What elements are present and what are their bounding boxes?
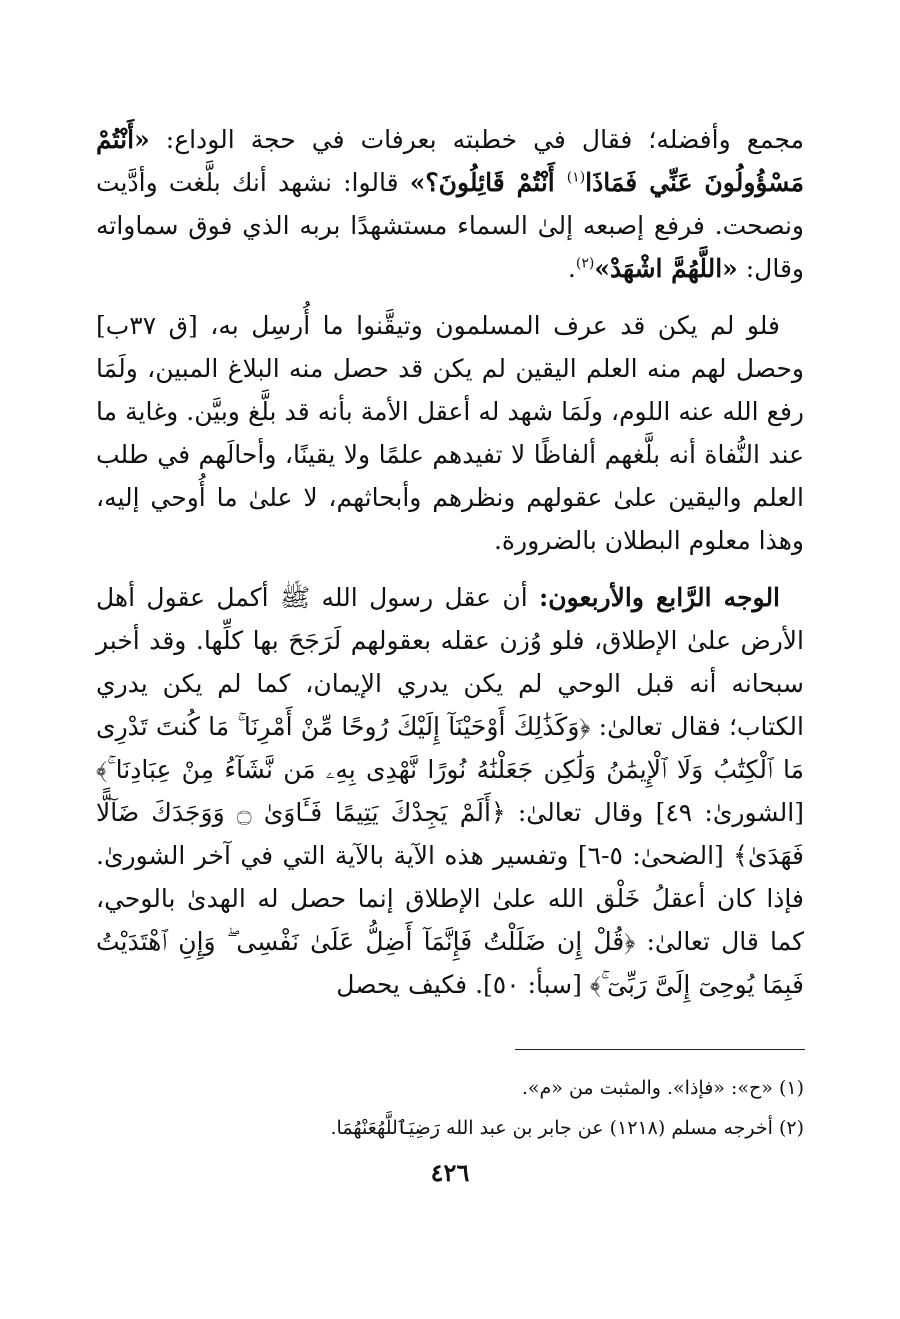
quran-verse-1: ﴿وَكَذَٰلِكَ أَوْحَيْنَآ إِلَيْكَ رُوحًا مِّنْ أَمْرِنَا ۚ مَا كُنتَ تَدْرِى مَا ٱلْكِتَٰبُ وَلَا ٱلْإِيمَٰنُ وَلَٰكِن جَعَلْنَٰهُ نُورًا نَّهْدِى بِهِۦ مَن نَّشَآءُ مِنْ عِبَادِنَا ۚ﴾ xyxy=(96,712,804,784)
verse-reference-1: [الشورىٰ: ٤٩] وقال تعالىٰ: xyxy=(505,798,804,827)
page-number: ٤٢٦ xyxy=(430,1158,470,1187)
footnote-ref-1: (١) xyxy=(566,169,586,186)
verse-reference-3: [سبأ: ٥٠]. فكيف يحصل xyxy=(336,970,590,999)
footnote-1 xyxy=(96,1068,804,1108)
paragraph-2: فلو لم يكن قد عرف المسلمون وتيقَّنوا ما أُرسِل به، [ق ٣٧ب] وحصل لهم منه العلم اليقين لم يكن قد حصل منه البلاغ المبين، ولَمَا رفع الله عنه اللوم، ولَمَا شهد له أعقل الأمة بأنه قد بلَّغ وبيَّن. وغاية ما عند النُّفاة أنه بلَّغهم ألفاظًا لا تفيدهم علمًا ولا يقينًا، وأحالَهم في طلب العلم واليقين علىٰ عقولهم ونظرهم وأبحاثهم، لا علىٰ ما أُوحي إليه، وهذا معلوم البطلان بالضرورة. xyxy=(96,311,804,555)
hadith-quote-2: «اللَّهُمَّ اشْهَدْ» xyxy=(594,254,738,283)
hadith-quote: «أَنْتُمْ مَسْؤُولُونَ عَنِّي فَمَاذَا xyxy=(96,125,804,197)
verse-reference-2: [الضحىٰ: ٥-٦] وتفسير هذه الآية بالآية التي في آخر الشورىٰ. فإذا كان أعقلُ خَلْق الله علىٰ الإطلاق إنما حصل له الهدىٰ بالوحي، كما قال تعالىٰ: xyxy=(96,841,804,956)
text-run: . xyxy=(567,254,576,283)
footnote-text: أخرجه مسلم (١٢١٨) عن جابر بن عبد الله رَضِيَٱللَّهُعَنْهُمَا. xyxy=(330,1117,773,1139)
text-run: مجمع وأفضله؛ فقال في خطبته بعرفات في حجة الوداع: xyxy=(149,125,804,154)
footnote-ref-2: (٢) xyxy=(575,255,595,272)
quran-verse-3: ﴿قُلْ إِن ضَلَلْتُ فَإِنَّمَآ أَضِلُّ عَلَىٰ نَفْسِى ۖ وَإِنِ ٱهْتَدَيْتُ فَبِمَا يُوحِىٓ إِلَىَّ رَبِّىٓ ۚ﴾ xyxy=(96,927,804,999)
footnote-text: «ح»: «فإذا». والمثبت من «م». xyxy=(521,1077,773,1099)
footnote-divider xyxy=(515,1049,805,1050)
hadith-quote-cont: أَنْتُمْ قَائِلُونَ؟» xyxy=(409,168,567,197)
paragraph-1 xyxy=(96,118,804,290)
quran-verse-2: ﴿أَلَمْ يَجِدْكَ يَتِيمًا فَـَٔاوَىٰ ۝ وَوَجَدَكَ ضَآلًّا فَهَدَىٰ﴾ xyxy=(96,798,804,870)
footnotes xyxy=(96,1068,804,1148)
paragraph-3 xyxy=(96,576,804,1006)
footnote-number: (٢) xyxy=(778,1117,804,1139)
main-text xyxy=(96,118,804,1020)
text-run: قالوا: نشهد أنك بلَّغت وأدَّيت ونصحت. فرفع إصبعه إلىٰ السماء مستشهدًا بربه الذي فوق سماواته وقال: xyxy=(96,168,804,283)
section-heading: الوجه الرَّابع والأربعون: xyxy=(539,583,781,612)
text-run: أن عقل رسول الله ﷺ أكمل عقول أهل الأرض علىٰ الإطلاق، فلو وُزن عقله بعقولهم لَرَجَحَ بها كلِّها. وقد أخبر سبحانه أنه قبل الوحي لم يكن يدري الإيمان، كما لم يكن يدري الكتاب؛ فقال تعالىٰ: xyxy=(96,583,804,741)
footnote-number: (١) xyxy=(778,1077,804,1099)
footnote-2 xyxy=(96,1108,804,1148)
